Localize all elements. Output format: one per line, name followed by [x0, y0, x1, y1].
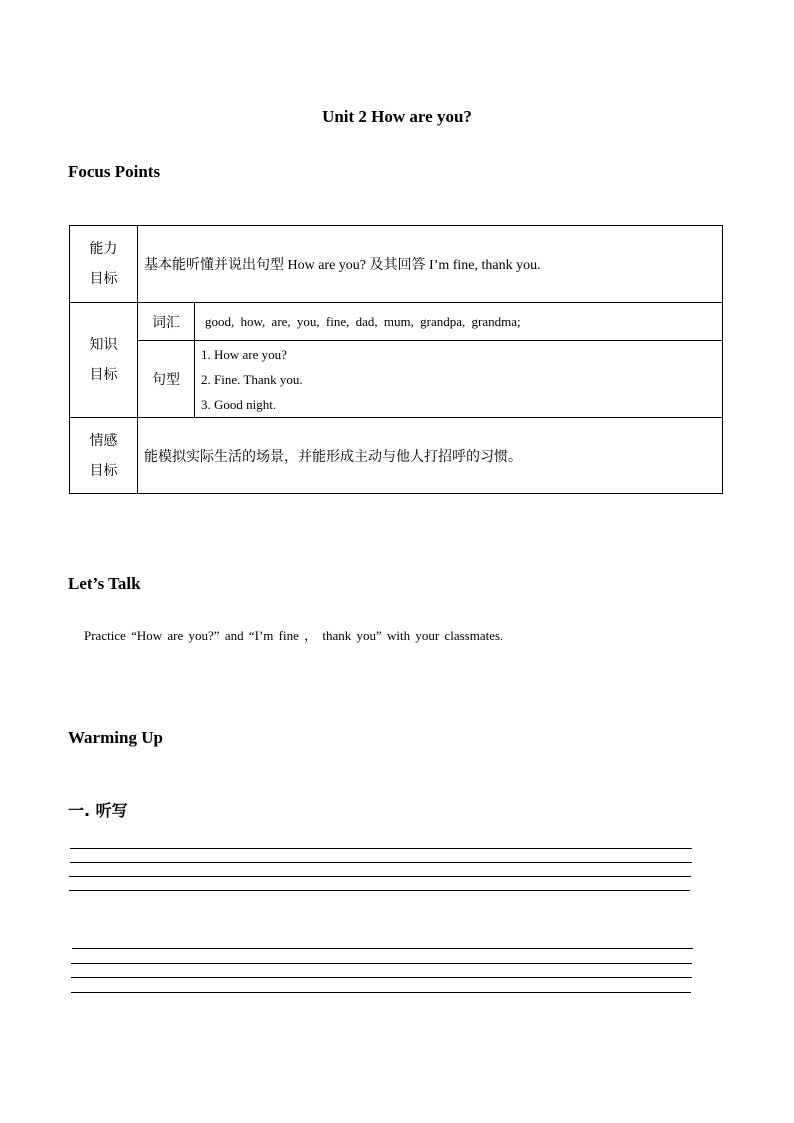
emotion-label-line1: 情感 — [89, 432, 118, 449]
focus-points-heading: Focus Points — [68, 162, 161, 181]
emotion-label — [70, 418, 138, 494]
emotion-label-line2: 目标 — [89, 462, 118, 479]
warming-up-heading: Warming Up — [68, 728, 163, 747]
writing-line[interactable] — [69, 890, 690, 891]
ability-text-en2: I’m fine, thank you. — [425, 258, 541, 273]
knowledge-label-line1: 知识 — [89, 337, 118, 353]
writing-line[interactable] — [70, 848, 692, 849]
emotion-row — [70, 418, 723, 494]
emotion-text — [138, 418, 723, 494]
writing-line[interactable] — [72, 948, 693, 949]
pattern-item: 1. How are you? — [201, 346, 287, 362]
knowledge-label — [70, 303, 138, 418]
ability-label-line2: 目标 — [89, 271, 118, 287]
lets-talk-heading: Let’s Talk — [68, 574, 141, 593]
vocab-text: good, how, are, you, fine, dad, mum, grandpa, grandma; — [195, 303, 723, 341]
vocab-row — [70, 303, 723, 341]
pattern-list — [195, 341, 723, 418]
writing-line[interactable] — [71, 963, 692, 964]
writing-line[interactable] — [70, 862, 692, 863]
writing-line[interactable] — [71, 992, 691, 993]
ability-text-en1: How are you? — [284, 258, 370, 273]
vocab-label: 词汇 — [138, 303, 195, 341]
focus-points-table — [69, 225, 723, 494]
ability-row — [70, 226, 723, 303]
ability-label-line1: 能力 — [89, 241, 118, 257]
lets-talk-text: Practice “How are you?” and “I’m fine ， thank you” with your classmates. — [84, 628, 504, 643]
writing-line[interactable] — [71, 977, 692, 978]
ability-text-zh2: 及其回答 — [369, 257, 426, 273]
pattern-row — [70, 341, 723, 418]
pattern-label: 句型 — [138, 341, 195, 418]
dictation-heading: 一. 听写 — [68, 801, 128, 820]
ability-text-zh1: 基本能听懂并说出句型 — [144, 257, 284, 273]
ability-text — [138, 226, 723, 303]
writing-line[interactable] — [69, 876, 691, 877]
page-title: Unit 2 How are you? — [322, 107, 472, 126]
pattern-item: 3. Good night. — [201, 396, 277, 412]
knowledge-label-line2: 目标 — [89, 367, 118, 383]
emotion-text-content: 能模拟实际生活的场景，并能形成主动与他人打招呼的习惯。 — [144, 448, 522, 465]
pattern-item: 2. Fine. Thank you. — [201, 371, 303, 387]
ability-label — [70, 226, 138, 303]
